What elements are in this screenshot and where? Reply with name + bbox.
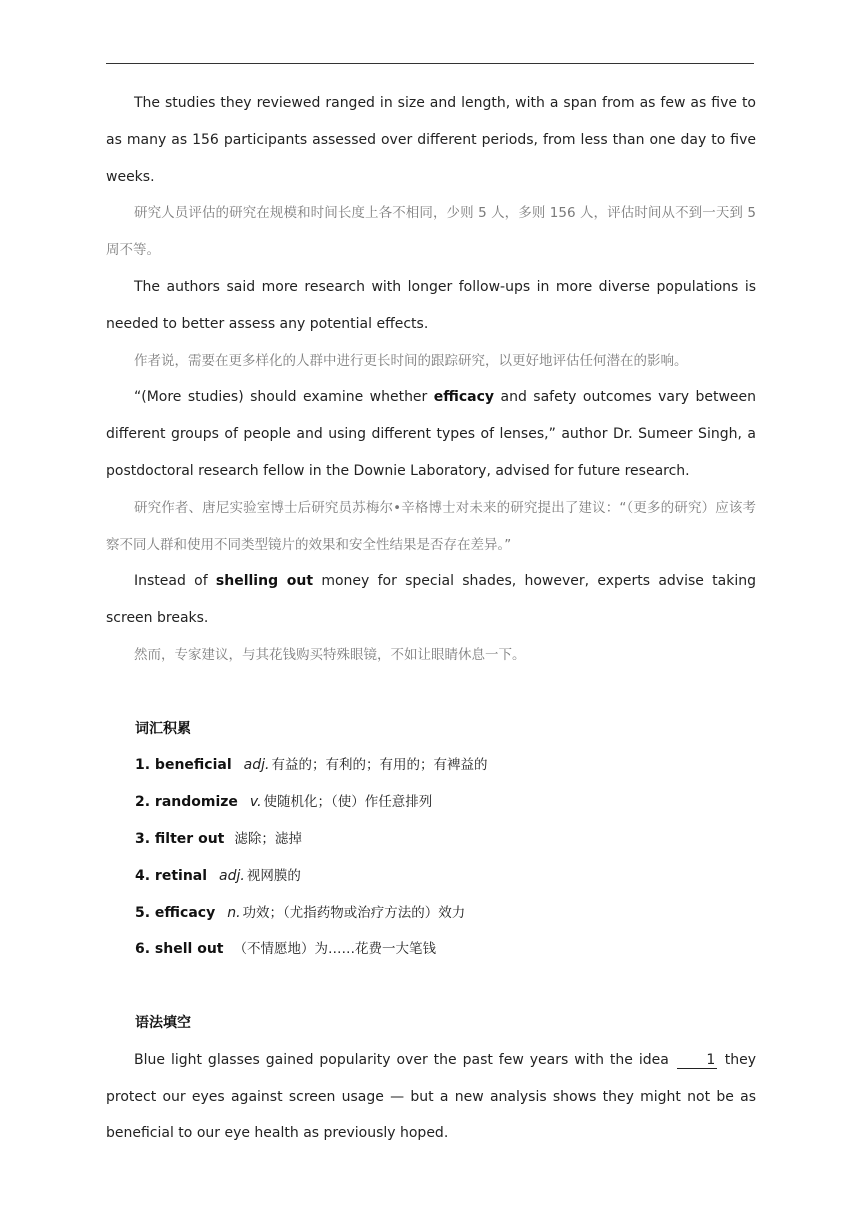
paragraph-text: Blue light glasses gained popularity over the past few years with the idea: [134, 1051, 675, 1068]
highlighted-term: shelling out: [215, 573, 314, 590]
vocab-term: 5. efficacy: [135, 904, 216, 921]
english-paragraph: [106, 85, 756, 195]
spacer: [106, 674, 756, 711]
vocab-meaning: 功效；（尤指药物或治疗方法的）效力: [242, 904, 466, 921]
grammar-section-title: 语法填空: [135, 1014, 191, 1031]
vocab-term: 1. beneficial: [135, 757, 232, 774]
vocab-meaning: （不情愿地）为……花费一大笔钱: [233, 941, 436, 958]
vocab-meaning: 使随机化；（使）作任意排列: [263, 794, 433, 811]
vocab-item: [106, 895, 756, 932]
blank-1[interactable]: 1: [677, 1052, 717, 1069]
chinese-translation: 研究人员评估的研究在规模和时间长度上各不相同，少则 5 人，多则 156 人，评估时间从不到一天到 5 周不等。: [106, 205, 756, 259]
chinese-translation: 作者说，需要在更多样化的人群中进行更长时间的跟踪研究，以更好地评估任何潜在的影响。: [134, 352, 688, 369]
vocab-pos: v.: [249, 794, 262, 811]
chinese-translation: 研究作者、唐尼实验室博士后研究员苏梅尔•辛格博士对未来的研究提出了建议：“（更多的研究）应该考察不同人群和使用不同类型镜片的效果和安全性结果是否存在差异。”: [106, 499, 756, 553]
vocab-item: [106, 784, 756, 821]
highlighted-term: efficacy: [433, 389, 495, 406]
vocab-meaning: 视网膜的: [246, 867, 301, 884]
vocab-meaning: 有益的；有利的；有用的；有裨益的: [271, 757, 488, 774]
vocab-item: [106, 931, 756, 968]
chinese-translation: 然而，专家建议，与其花钱购买特殊眼镜，不如让眼睛休息一下。: [134, 646, 526, 663]
paragraph-text: they protect our eyes against screen usage — but a new analysis shows they might not be as beneficial to our eye health as previously hoped.: [106, 1051, 757, 1142]
vocab-term: 2. randomize: [135, 794, 238, 811]
vocab-term: 4. retinal: [135, 867, 208, 884]
vocab-item: [106, 747, 756, 784]
vocab-meaning: 滤除；滤掉: [234, 830, 302, 847]
paragraph-text: The authors said more research with longer follow-ups in more diverse populations is needed to better assess any potential effects.: [106, 278, 756, 332]
english-paragraph: [106, 379, 756, 489]
vocab-pos: adj.: [219, 867, 245, 884]
vocab-item: [106, 821, 756, 858]
document-body: [106, 85, 756, 1152]
grammar-cloze-paragraph: [106, 1042, 756, 1152]
paragraph-text: The studies they reviewed ranged in size and length, with a span from as few as five to as many as 156 participants assessed over different periods, from less than one day to five weeks.: [106, 95, 756, 185]
english-paragraph: [106, 563, 756, 637]
vocab-section-title: 词汇积累: [135, 720, 191, 737]
paragraph-text: and safety outcomes vary between different groups of people and using different types of lenses,” author Dr. Sumeer Singh, a postdoctoral research fellow in the Downie Laboratory, advised for future research.: [106, 389, 756, 479]
vocab-term: 3. filter out: [135, 830, 225, 847]
vocab-pos: n.: [227, 904, 241, 921]
vocab-pos: adj.: [243, 757, 270, 774]
spacer: [106, 968, 756, 1005]
vocab-item: [106, 858, 756, 895]
vocab-term: 6. shell out: [135, 941, 224, 958]
paragraph-text: “(More studies) should examine whether: [134, 389, 434, 406]
english-paragraph: [106, 269, 756, 343]
header-rule: [106, 63, 754, 64]
paragraph-text: Instead of: [134, 573, 216, 590]
paragraph-text: money for special shades, however, experts advise taking screen breaks.: [106, 573, 756, 627]
